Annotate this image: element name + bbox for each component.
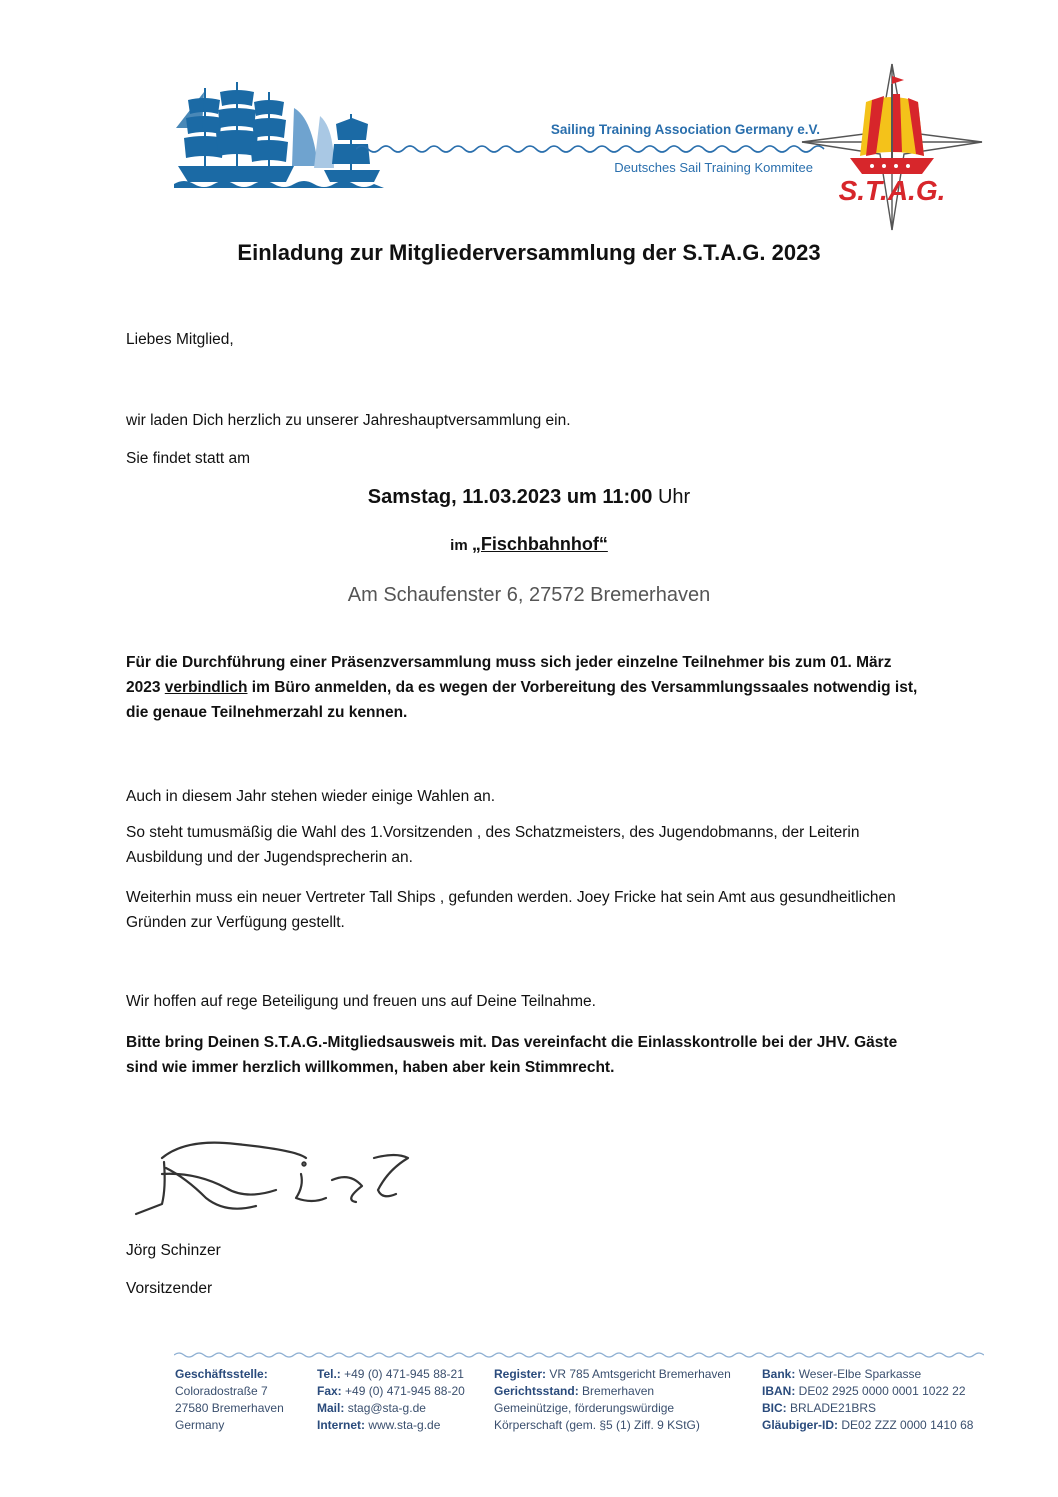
- charity-status-line: Gemeinützige, förderungswürdige: [494, 1401, 675, 1415]
- registration-text-1: Für die Durchführung einer Präsenzversammlung muss sich jeder einzelne Teilnehmer bis zum 01. März 2023: [126, 654, 892, 696]
- office-line: 27580 Bremerhaven: [175, 1401, 284, 1415]
- footer-contact: [317, 1366, 465, 1434]
- office-line: Coloradostraße 7: [175, 1384, 268, 1398]
- contact-label: Fax:: [317, 1384, 342, 1398]
- elections-intro: Auch in diesem Jahr stehen wieder einige Wahlen an.: [126, 788, 496, 805]
- contact-label: Internet:: [317, 1418, 365, 1432]
- event-address: Am Schaufenster 6, 27572 Bremerhaven: [347, 584, 711, 606]
- iban-label: IBAN:: [762, 1384, 796, 1398]
- mail-value: stag@sta-g.de: [347, 1401, 426, 1415]
- signature-image: [126, 1128, 426, 1220]
- letter-title: Einladung zur Mitgliederversammlung der S.T.A.G. 2023: [237, 240, 821, 265]
- venue-intro: Sie findet statt am: [126, 450, 251, 467]
- registration-emphasis: verbindlich: [164, 679, 248, 696]
- office-line: Germany: [175, 1418, 225, 1432]
- event-date-suffix: Uhr: [657, 486, 691, 508]
- footer-office: [175, 1366, 284, 1434]
- venue-prefix: im: [450, 537, 468, 554]
- register-label: Register:: [494, 1367, 547, 1381]
- stag-logo-text: S.T.A.G.: [838, 175, 946, 206]
- bic-value: BRLADE21BRS: [790, 1401, 877, 1415]
- event-venue: [0, 534, 1058, 555]
- event-date-text: Samstag, 11.03.2023 um 11:00: [367, 486, 653, 508]
- register-value: VR 785 Amtsgericht Bremerhaven: [549, 1367, 731, 1381]
- phone-value: +49 (0) 471-945 88-21: [344, 1367, 464, 1381]
- charity-status-line: Körperschaft (gem. §5 (1) Ziff. 9 KStG): [494, 1418, 700, 1432]
- venue-name: „Fischbahnhof“: [471, 534, 608, 554]
- bank-label: Bank:: [762, 1367, 796, 1381]
- bic-label: BIC:: [762, 1401, 787, 1415]
- contact-label: Tel.:: [317, 1367, 341, 1381]
- signer-name: Jörg Schinzer: [126, 1242, 221, 1259]
- office-label: Geschäftsstelle:: [175, 1367, 268, 1381]
- creditor-id-value: DE02 ZZZ 0000 1410 68: [841, 1418, 974, 1432]
- association-subtitle: Deutsches Sail Training Kommitee: [614, 160, 813, 175]
- intro-text: wir laden Dich herzlich zu unserer Jahreshauptversammlung ein.: [126, 412, 571, 429]
- tall-ship-logo: [174, 78, 384, 190]
- association-name: Sailing Training Association Germany e.V.: [550, 122, 820, 137]
- contact-label: Mail:: [317, 1401, 345, 1415]
- website-value: www.sta-g.de: [368, 1418, 441, 1432]
- signer-role: Vorsitzender: [126, 1280, 213, 1297]
- footer-register: [494, 1366, 731, 1434]
- footer-bank: [762, 1366, 973, 1434]
- footer-wave-divider: [174, 1350, 984, 1360]
- reminder-text: Bitte bring Deinen S.T.A.G.-Mitgliedsausweis mit. Das vereinfacht die Einlasskontrolle bei der JHV. Gäste sind wie immer herzlich willkommen, haben aber kein Stimmrecht.: [126, 1034, 898, 1076]
- event-date: [0, 486, 1058, 509]
- salutation: Liebes Mitglied,: [126, 331, 234, 348]
- creditor-id-label: Gläubiger-ID:: [762, 1418, 839, 1432]
- registration-text-2: im Büro anmelden, da es wegen der Vorbereitung des Versammlungssaales notwendig ist, die genaue Teilnehmerzahl zu kennen.: [126, 679, 918, 721]
- jurisdiction-value: Bremerhaven: [582, 1384, 655, 1398]
- elections-detail: So steht tumusmäßig die Wahl des 1.Vorsitzenden , des Schatzmeisters, des Jugendobmanns, der Leiterin Ausbildung und der Jugendsprecherin an.: [126, 824, 860, 866]
- jurisdiction-label: Gerichtsstand:: [494, 1384, 579, 1398]
- registration-notice: [126, 650, 921, 725]
- wave-divider: [356, 142, 826, 156]
- bank-value: Weser-Elbe Sparkasse: [798, 1367, 922, 1381]
- iban-value: DE02 2925 0000 0001 1022 22: [798, 1384, 966, 1398]
- stag-compass-logo: [800, 62, 984, 232]
- closing-text: Wir hoffen auf rege Beteiligung und freuen uns auf Deine Teilnahme.: [126, 993, 596, 1010]
- fax-value: +49 (0) 471-945 88-20: [345, 1384, 465, 1398]
- tall-ships-notice: Weiterhin muss ein neuer Vertreter Tall Ships , gefunden werden. Joey Fricke hat sein Amt aus gesundheitlichen Gründen zur Verfügung gestellt.: [126, 889, 896, 931]
